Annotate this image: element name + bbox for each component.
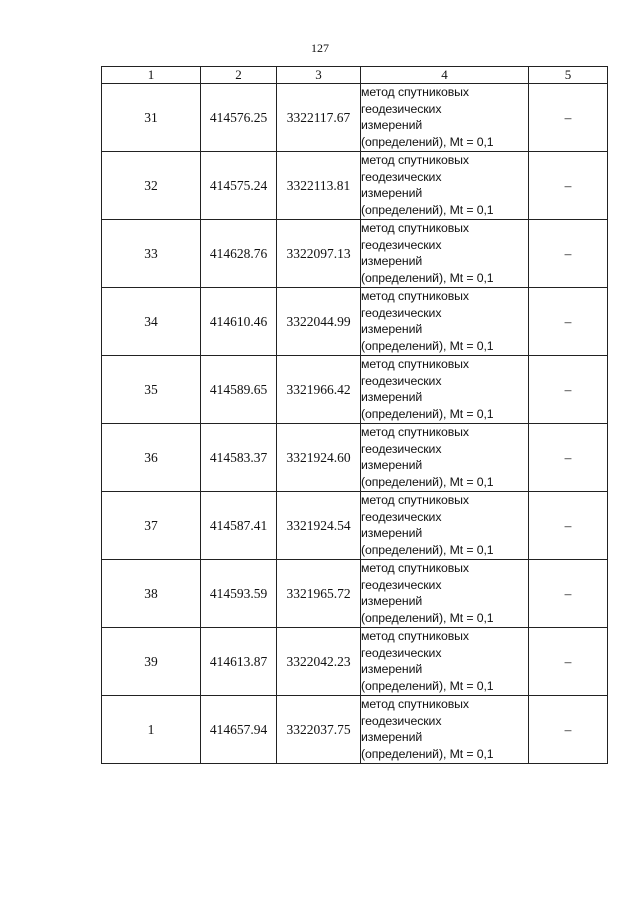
- method-line: (определений), Mt = 0,1: [361, 474, 494, 489]
- y-coordinate-cell: 3322097.13: [277, 220, 361, 288]
- x-coordinate-cell: 414613.87: [201, 628, 277, 696]
- table-row: [102, 560, 608, 628]
- method-cell: [361, 560, 529, 628]
- method-line: (определений), Mt = 0,1: [361, 134, 494, 149]
- column-header: 5: [529, 67, 608, 84]
- method-line: измерений: [361, 662, 423, 677]
- method-line: геодезических: [361, 305, 442, 320]
- column-header: 1: [102, 67, 201, 84]
- method-line: измерений: [361, 118, 423, 133]
- y-coordinate-cell: 3321924.54: [277, 492, 361, 560]
- method-line: (определений), Mt = 0,1: [361, 338, 494, 353]
- method-cell: [361, 492, 529, 560]
- x-coordinate-cell: 414610.46: [201, 288, 277, 356]
- method-line: метод спутниковых: [361, 289, 469, 303]
- method-line: метод спутниковых: [361, 85, 469, 99]
- table-row: [102, 288, 608, 356]
- method-line: геодезических: [361, 101, 442, 116]
- note-cell: –: [529, 220, 608, 288]
- method-line: измерений: [361, 594, 423, 609]
- method-line: геодезических: [361, 645, 442, 660]
- y-coordinate-cell: 3321965.72: [277, 560, 361, 628]
- table-row: [102, 220, 608, 288]
- table-row: [102, 356, 608, 424]
- method-line: измерений: [361, 458, 423, 473]
- x-coordinate-cell: 414576.25: [201, 84, 277, 152]
- method-line: (определений), Mt = 0,1: [361, 542, 494, 557]
- point-number-cell: 34: [102, 288, 201, 356]
- note-cell: –: [529, 628, 608, 696]
- method-line: геодезических: [361, 441, 442, 456]
- method-cell: [361, 356, 529, 424]
- table-row: [102, 696, 608, 764]
- method-line: (определений), Mt = 0,1: [361, 746, 494, 761]
- page-number: 127: [311, 41, 329, 55]
- method-line: геодезических: [361, 169, 442, 184]
- method-line: геодезических: [361, 237, 442, 252]
- table-row: [102, 492, 608, 560]
- method-line: метод спутниковых: [361, 153, 469, 167]
- method-line: измерений: [361, 186, 423, 201]
- method-line: метод спутниковых: [361, 629, 469, 643]
- x-coordinate-cell: 414657.94: [201, 696, 277, 764]
- column-header: 3: [277, 67, 361, 84]
- method-line: измерений: [361, 254, 423, 269]
- note-cell: –: [529, 560, 608, 628]
- note-cell: –: [529, 152, 608, 220]
- note-cell: –: [529, 696, 608, 764]
- table-header-row: [102, 67, 608, 84]
- method-cell: [361, 152, 529, 220]
- method-cell: [361, 288, 529, 356]
- x-coordinate-cell: 414575.24: [201, 152, 277, 220]
- table-row: [102, 84, 608, 152]
- y-coordinate-cell: 3322117.67: [277, 84, 361, 152]
- method-line: измерений: [361, 390, 423, 405]
- method-line: метод спутниковых: [361, 357, 469, 371]
- column-header: 2: [201, 67, 277, 84]
- coordinates-table: [101, 66, 608, 764]
- table-row: [102, 628, 608, 696]
- y-coordinate-cell: 3321966.42: [277, 356, 361, 424]
- point-number-cell: 32: [102, 152, 201, 220]
- x-coordinate-cell: 414593.59: [201, 560, 277, 628]
- y-coordinate-cell: 3322042.23: [277, 628, 361, 696]
- note-cell: –: [529, 84, 608, 152]
- method-line: геодезических: [361, 509, 442, 524]
- note-cell: –: [529, 492, 608, 560]
- point-number-cell: 36: [102, 424, 201, 492]
- note-cell: –: [529, 288, 608, 356]
- point-number-cell: 35: [102, 356, 201, 424]
- method-cell: [361, 424, 529, 492]
- method-line: метод спутниковых: [361, 425, 469, 439]
- point-number-cell: 1: [102, 696, 201, 764]
- table-row: [102, 152, 608, 220]
- y-coordinate-cell: 3322044.99: [277, 288, 361, 356]
- method-line: (определений), Mt = 0,1: [361, 610, 494, 625]
- method-cell: [361, 84, 529, 152]
- method-line: измерений: [361, 730, 423, 745]
- method-cell: [361, 628, 529, 696]
- method-line: геодезических: [361, 577, 442, 592]
- note-cell: –: [529, 356, 608, 424]
- method-line: метод спутниковых: [361, 697, 469, 711]
- x-coordinate-cell: 414583.37: [201, 424, 277, 492]
- method-line: геодезических: [361, 373, 442, 388]
- x-coordinate-cell: 414587.41: [201, 492, 277, 560]
- x-coordinate-cell: 414589.65: [201, 356, 277, 424]
- table-row: [102, 424, 608, 492]
- method-cell: [361, 696, 529, 764]
- note-cell: –: [529, 424, 608, 492]
- point-number-cell: 39: [102, 628, 201, 696]
- method-line: измерений: [361, 526, 423, 541]
- x-coordinate-cell: 414628.76: [201, 220, 277, 288]
- y-coordinate-cell: 3321924.60: [277, 424, 361, 492]
- y-coordinate-cell: 3322113.81: [277, 152, 361, 220]
- method-line: метод спутниковых: [361, 561, 469, 575]
- y-coordinate-cell: 3322037.75: [277, 696, 361, 764]
- method-line: метод спутниковых: [361, 221, 469, 235]
- method-line: (определений), Mt = 0,1: [361, 270, 494, 285]
- column-header: 4: [361, 67, 529, 84]
- method-line: измерений: [361, 322, 423, 337]
- method-line: геодезических: [361, 713, 442, 728]
- point-number-cell: 38: [102, 560, 201, 628]
- method-cell: [361, 220, 529, 288]
- method-line: (определений), Mt = 0,1: [361, 202, 494, 217]
- point-number-cell: 33: [102, 220, 201, 288]
- method-line: (определений), Mt = 0,1: [361, 406, 494, 421]
- point-number-cell: 37: [102, 492, 201, 560]
- method-line: метод спутниковых: [361, 493, 469, 507]
- method-line: (определений), Mt = 0,1: [361, 678, 494, 693]
- point-number-cell: 31: [102, 84, 201, 152]
